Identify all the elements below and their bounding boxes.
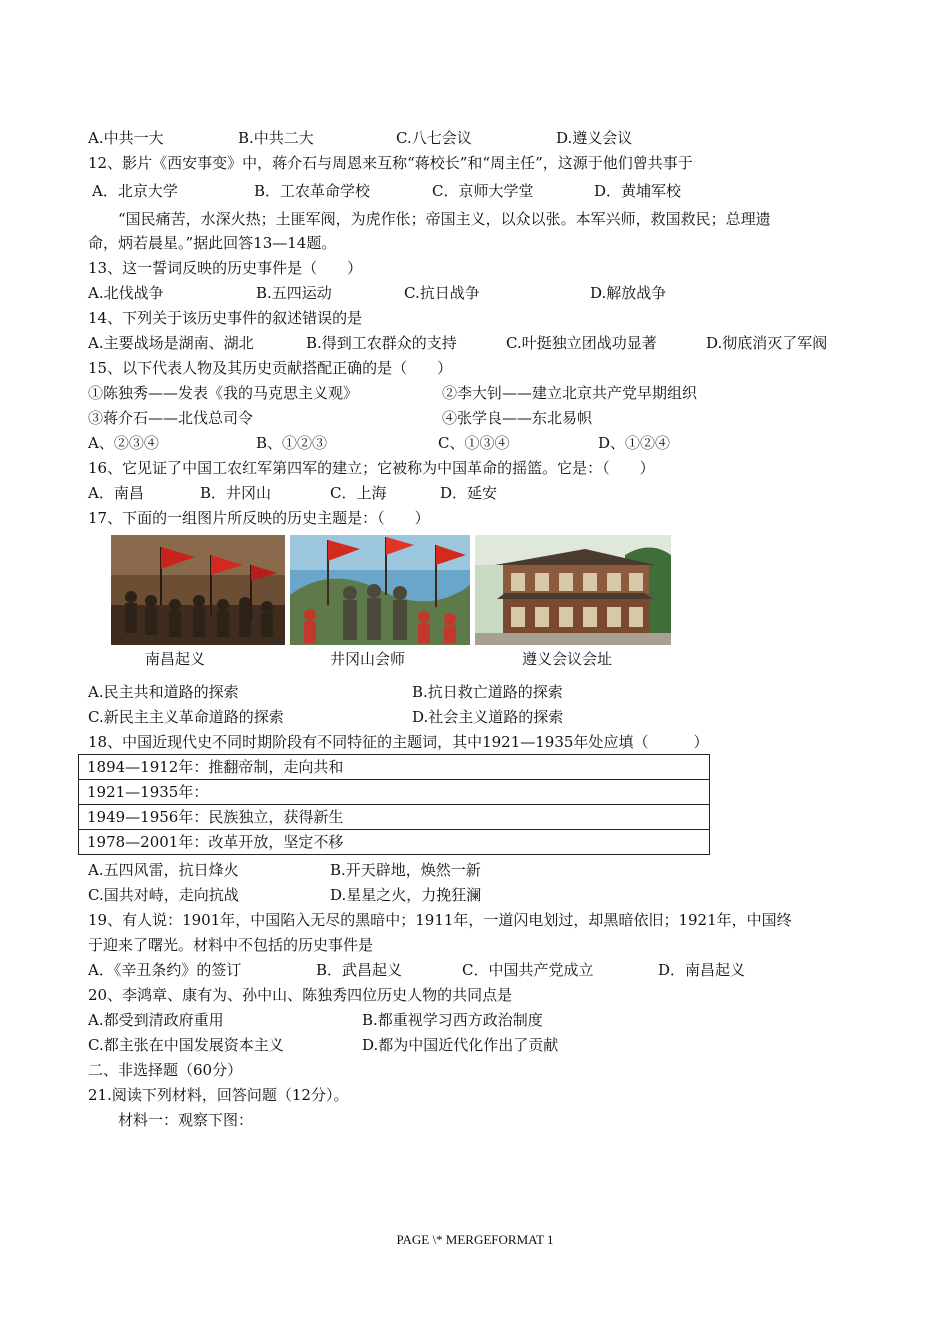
table-row: 1921—1935年： xyxy=(79,780,709,805)
q11-option-b: B.中共二大 xyxy=(238,129,314,147)
q18-table xyxy=(78,754,710,855)
q20-option-a: A.都受到清政府重用 xyxy=(88,1011,224,1029)
q15-item-1: ①陈独秀——发表《我的马克思主义观》 xyxy=(88,384,359,402)
q13-stem: 13、这一誓词反映的历史事件是（ ） xyxy=(88,259,363,277)
q17-option-b: B.抗日救亡道路的探索 xyxy=(412,683,563,701)
q19-stem-line-1: 19、有人说：1901年，中国陷入无尽的黑暗中；1911年，一道闪电划过，却黑暗依旧；1921年，中国终 xyxy=(88,911,792,929)
jinggangshan-meeting-image xyxy=(290,535,470,645)
q20-option-c: C.都主张在中国发展资本主义 xyxy=(88,1036,284,1054)
q17-option-a: A.民主共和道路的探索 xyxy=(88,683,239,701)
q19-option-d: D．南昌起义 xyxy=(658,961,746,979)
q15-item-3: ③蒋介石——北伐总司令 xyxy=(88,409,254,427)
q20-stem: 20、李鸿章、康有为、孙中山、陈独秀四位历史人物的共同点是 xyxy=(88,986,513,1004)
q20-option-b: B.都重视学习西方政治制度 xyxy=(362,1011,543,1029)
table-row: 1949—1956年：民族独立，获得新生 xyxy=(79,805,709,830)
q16-stem: 16、它见证了中国工农红军第四军的建立；它被称为中国革命的摇篮。它是：（ ） xyxy=(88,459,655,477)
q11-option-a: A.中共一大 xyxy=(88,129,164,147)
q17-stem: 17、下面的一组图片所反映的历史主题是：（ ） xyxy=(88,509,430,527)
zunyi-meeting-site-image xyxy=(475,535,671,645)
q18-option-c: C.国共对峙，走向抗战 xyxy=(88,886,239,904)
q15-option-a: A、②③④ xyxy=(88,434,159,452)
q18-stem: 18、中国近现代史不同时期阶段有不同特征的主题词，其中1921—1935年处应填（ ） xyxy=(88,733,709,751)
caption-zunyi: 遵义会议会址 xyxy=(522,650,613,668)
q12-option-c: C．京师大学堂 xyxy=(432,182,534,200)
q16-option-a: A．南昌 xyxy=(88,484,144,502)
q16-option-d: D．延安 xyxy=(440,484,498,502)
q15-option-b: B、①②③ xyxy=(256,434,328,452)
q14-option-a: A.主要战场是湖南、湖北 xyxy=(88,334,254,352)
q19-option-b: B．武昌起义 xyxy=(316,961,403,979)
q16-option-b: B．井冈山 xyxy=(200,484,272,502)
q19-stem-line-2: 于迎来了曙光。材料中不包括的历史事件是 xyxy=(88,936,374,954)
q20-option-d: D.都为中国近代化作出了贡献 xyxy=(362,1036,559,1054)
page-footer: PAGE \* MERGEFORMAT 1 xyxy=(396,1232,554,1247)
q15-stem: 15、以下代表人物及其历史贡献搭配正确的是（ ） xyxy=(88,359,453,377)
passage-line-1: “国民痛苦，水深火热；土匪军阀，为虎作伥；帝国主义，以众以张。本军兴师，救国救民；总理遗 xyxy=(118,210,771,228)
q15-item-2: ②李大钊——建立北京共产党早期组织 xyxy=(442,384,698,402)
section-heading: 二、非选择题（60分） xyxy=(88,1061,243,1079)
q13-option-c: C.抗日战争 xyxy=(404,284,480,302)
q14-option-c: C.叶挺独立团战功显著 xyxy=(506,334,657,352)
table-row: 1894—1912年：推翻帝制，走向共和 xyxy=(79,755,709,780)
q11-option-d: D.遵义会议 xyxy=(556,129,633,147)
q19-option-a: A．《辛丑条约》的签订 xyxy=(88,961,242,979)
q21-material-1: 材料一：观察下图： xyxy=(118,1111,254,1129)
q13-option-d: D.解放战争 xyxy=(590,284,667,302)
passage-line-2: 命，炳若晨星。”据此回答13—14题。 xyxy=(88,234,337,252)
q15-option-d: D、①②④ xyxy=(598,434,671,452)
q18-option-b: B.开天辟地，焕然一新 xyxy=(330,861,481,879)
nanchang-uprising-image xyxy=(111,535,285,645)
q19-option-c: C．中国共产党成立 xyxy=(462,961,594,979)
q16-option-c: C．上海 xyxy=(330,484,387,502)
q18-option-d: D.星星之火，力挽狂澜 xyxy=(330,886,482,904)
q14-stem: 14、下列关于该历史事件的叙述错误的是 xyxy=(88,309,363,327)
q18-option-a: A.五四风雷，抗日烽火 xyxy=(88,861,239,879)
q17-option-d: D.社会主义道路的探索 xyxy=(412,708,564,726)
q11-option-c: C.八七会议 xyxy=(396,129,472,147)
q14-option-d: D.彻底消灭了军阀 xyxy=(706,334,828,352)
q13-option-a: A.北伐战争 xyxy=(88,284,164,302)
caption-nanchang: 南昌起义 xyxy=(145,650,206,668)
q21-stem: 21.阅读下列材料，回答问题（12分）。 xyxy=(88,1086,349,1104)
q17-option-c: C.新民主主义革命道路的探索 xyxy=(88,708,284,726)
table-row: 1978—2001年：改革开放，坚定不移 xyxy=(87,833,344,851)
q13-option-b: B.五四运动 xyxy=(256,284,332,302)
q12-option-d: D．黄埔军校 xyxy=(594,182,682,200)
caption-jinggangshan: 井冈山会师 xyxy=(330,650,406,668)
q12-option-a: A．北京大学 xyxy=(92,182,178,200)
q12-option-b: B．工农革命学校 xyxy=(254,182,371,200)
q12-stem: 12、影片《西安事变》中，蒋介石与周恩来互称“蒋校长”和“周主任”，这源于他们曾共事于 xyxy=(88,154,693,172)
q15-option-c: C、①③④ xyxy=(438,434,510,452)
q15-item-4: ④张学良——东北易帜 xyxy=(442,409,593,427)
q14-option-b: B.得到工农群众的支持 xyxy=(306,334,457,352)
